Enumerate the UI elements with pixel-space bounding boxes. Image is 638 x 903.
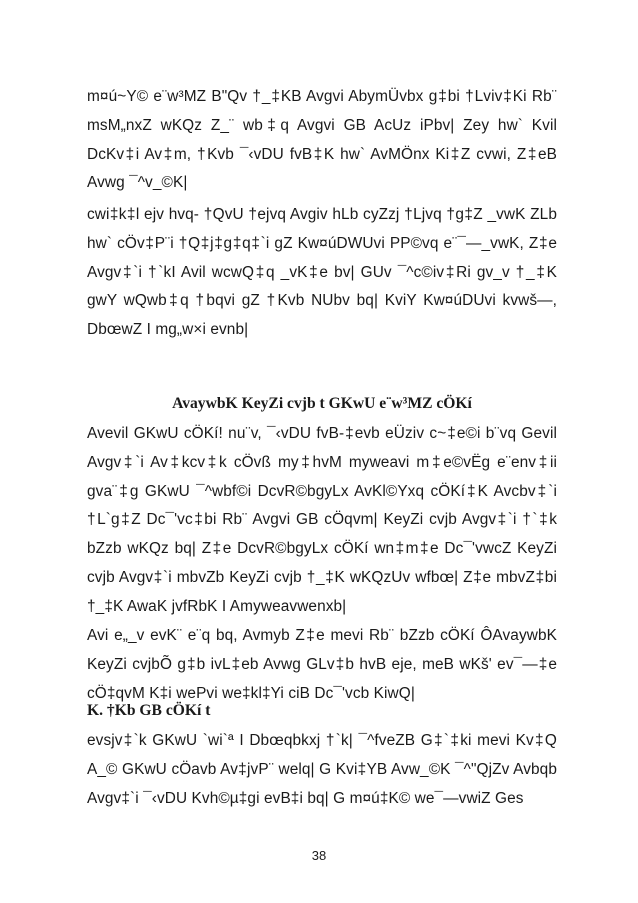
paragraph-intro: m¤ú~Y© e¨w³MZ B"Qv †_‡KB Avgvi AbymÜvbx g‡bi †Lviv‡Ki Rb¨ msM„nxZ wKQz Z_¨ wb‡q Avgvi GB AcUz iPbv| Zey hw` Kvil DcKv‡i Av‡m, †Kvb ¯‹vDU fvB‡K hw` AvMÖnx Ki‡Z cvwi, Z‡eB Avwg ¯^v_©K| bbox=[87, 88, 557, 192]
paragraph-conclusion: cwi‡k‡l ejv hvq- †QvU †ejvq Avgiv hLb cyZzj †Ljvq †g‡Z _vwK ZLb hw` cÖv‡P¨i †Q‡j‡g‡q‡`i gZ Kw¤úDWUvi PP©vq e¨¯—_vwK, Z‡e Avgv‡`i †`kI Avil wcwQ‡q _vK‡e bv| GUv ¯^c©iv‡Ri gv_v †_‡K gwY wQwb‡q †bqvi gZ †Kvb NUbv bq| KviY Kw¤úDUvi kvwš—, DbœwZ I mg„w×i evnb| bbox=[87, 206, 557, 339]
page-number: 38 bbox=[311, 848, 327, 863]
subsection-title: K. †Kb GB cÖKí t bbox=[87, 702, 211, 719]
paragraph-why-project: evsjv‡`k GKwU `wi`ª I Dbœqbkxj †`k| ¯^fveZB G‡`‡ki mevi Kv‡Q A_© GKwU cÖavb Av‡jvP¨ welq| G Kvi‡YB Avw_©K ¯^"QjZv Avbqb Avgv‡`i ¯‹vDU Kvh©µ‡gi evB‡i bq| G m¤ú‡K© we¯—vwiZ Ges bbox=[87, 732, 557, 807]
section-title: AvaywbK KeyZi cvjb t GKwU e¨w³MZ cÖKí bbox=[172, 395, 472, 412]
paragraph-project-intro: Avevil GKwU cÖKí! nu¨v, ¯‹vDU fvB-‡evb eÜziv c~‡e©i b¨vq Gevil Avgv‡`i Av‡kcv‡k cÖvß my‡hvM myweavi m‡e©vËg e¨env‡ii gva¨‡g GKwU ¯^wbf©i DcvR©bgyLx AvKl©Yxq cÖKí‡K Avcbv‡`i †L`g‡Z Dc¯'vc‡bi Rb¨ Avgvi GB cÖqvm| KeyZi cvjb Avgv‡`i †`‡k bZzb wKQz bq| Z‡e DcvR©bgyLx cÖKí wn‡m‡e Dc¯'vwcZ KeyZi cvjb Avgv‡`i mbvZb KeyZi cvjb †_‡K wKQzUv wfbœ| Z‡e mbvZ‡bi †_‡K AwaK jvfRbK I Amyweavwenxb| bbox=[87, 425, 557, 615]
paragraph-invitation: Avi e„_v evK¨ e¨q bq, Avmyb Z‡e mevi Rb¨ bZzb cÖKí ÔAvaywbK KeyZi cvjbÕ g‡b ivL‡eb Avwg GLv‡b hvB eje, meB wKš' ev¯—‡e cÖ‡qvM K‡i wePvi we‡kl‡Yi ciB Dc¯'vcb KiwQ| bbox=[87, 627, 557, 702]
